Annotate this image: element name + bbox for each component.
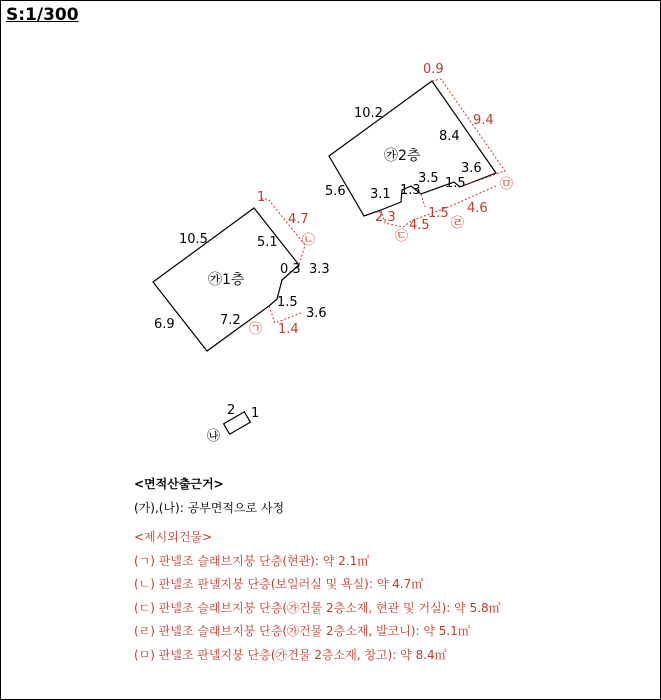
mark-ext-c: ㉢ bbox=[395, 229, 409, 244]
excluded-item: (ㅁ) 판넬조 판넬지붕 단층(㉮건물 2층소재, 창고): 약 8.4㎡ bbox=[134, 647, 447, 662]
dim-1f-bottom: 7.2 bbox=[220, 313, 241, 328]
dim-ext-b-side: 4.7 bbox=[288, 212, 309, 227]
dim-2f-left: 5.6 bbox=[325, 184, 346, 199]
dim-na-width: 1 bbox=[251, 406, 260, 421]
dim-1f-right: 3.3 bbox=[309, 262, 330, 277]
excluded-b-outline bbox=[261, 199, 305, 265]
dim-2f-right-inner: 8.4 bbox=[439, 129, 460, 144]
mark-ext-b: ㉡ bbox=[302, 233, 316, 248]
dim-ext-d: 1.5 bbox=[428, 206, 449, 221]
mark-ext-e: ㉤ bbox=[500, 177, 514, 192]
dim-1f-step-right: 3.6 bbox=[306, 306, 327, 321]
excluded-d-divider bbox=[421, 194, 425, 207]
basis-text: (가),(나): 공부면적으로 사정 bbox=[134, 500, 285, 515]
dim-ext-c2: 4.5 bbox=[409, 218, 430, 233]
dim-1f-top: 10.5 bbox=[179, 232, 208, 247]
excluded-item: (ㄷ) 판넬조 슬래브지붕 단층(㉮건물 2층소재, 현관 및 거실): 약 5.8㎡ bbox=[134, 600, 501, 615]
label-2f: ㉮2층 bbox=[384, 148, 421, 164]
dim-2f-b5: 3.6 bbox=[461, 161, 482, 176]
dim-ext-e-bottom: 4.6 bbox=[467, 201, 488, 216]
dim-na-length: 2 bbox=[227, 403, 236, 418]
excluded-item: (ㄹ) 판넬조 슬래브지붕 단층(㉮건물 2층소재, 발코니): 약 5.1㎡ bbox=[134, 624, 470, 638]
dim-1f-inner-top: 5.1 bbox=[257, 235, 278, 250]
dim-2f-b1: 3.1 bbox=[370, 187, 391, 202]
dim-ext-e-top: 0.9 bbox=[423, 62, 444, 77]
dim-ext-a: 1.4 bbox=[278, 322, 299, 337]
dim-2f-b3: 3.5 bbox=[418, 171, 439, 186]
excluded-item: (ㄱ) 판넬조 슬래브지붕 단층(현관): 약 2.1㎡ bbox=[134, 553, 370, 568]
scale-label: S:1/300 bbox=[6, 5, 79, 25]
dim-2f-b4: 1.5 bbox=[445, 176, 466, 191]
floor-plan-drawing bbox=[1, 1, 661, 461]
basis-title: <면적산출근거> bbox=[134, 477, 224, 491]
label-1f: ㉮1층 bbox=[208, 272, 245, 288]
dim-2f-b2: 1.3 bbox=[400, 183, 421, 198]
dim-2f-top: 10.2 bbox=[354, 106, 383, 121]
dim-1f-notch: 0.3 bbox=[280, 262, 301, 277]
mark-ext-d: ㉣ bbox=[451, 216, 465, 231]
dim-ext-e-side: 9.4 bbox=[473, 113, 494, 128]
dim-ext-b-top: 1 bbox=[257, 190, 266, 205]
excluded-title: <제시외건물> bbox=[134, 530, 213, 544]
label-na: ㉯ bbox=[207, 429, 221, 444]
mark-ext-a: ㉠ bbox=[249, 322, 263, 337]
notes-section bbox=[134, 473, 501, 667]
dim-ext-c1: 2.3 bbox=[375, 210, 396, 225]
excluded-item: (ㄴ) 판넬조 판넬지붕 단층(보일러실 및 욕실): 약 4.7㎡ bbox=[134, 577, 424, 591]
dim-1f-step: 1.5 bbox=[277, 295, 298, 310]
dim-1f-left: 6.9 bbox=[154, 317, 175, 332]
